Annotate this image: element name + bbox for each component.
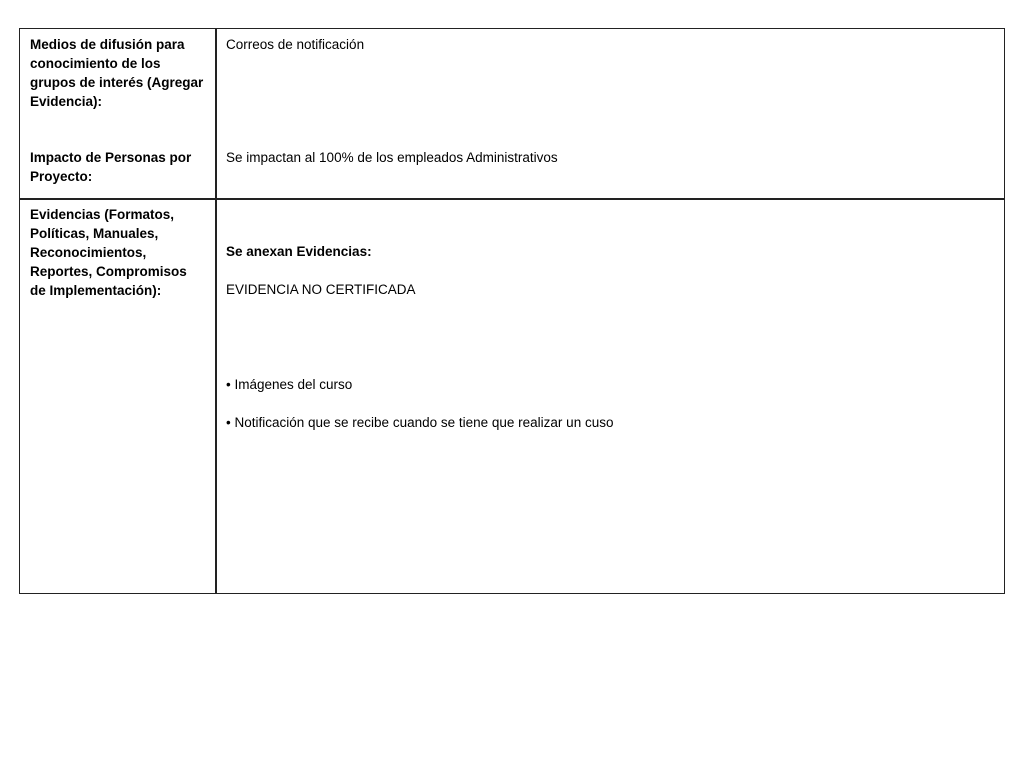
evidence-table <box>19 28 1005 594</box>
list-item: • Imágenes del curso <box>226 375 986 394</box>
evidence-content <box>226 223 986 470</box>
row-divider <box>20 198 1004 200</box>
value-impacto-personas: Se impactan al 100% de los empleados Administrativos <box>226 150 558 165</box>
label-medios-difusion: Medios de difusión para conocimiento de los grupos de interés (Agregar Evidencia): <box>30 37 204 109</box>
evidence-list <box>226 356 986 451</box>
label-evidencias: Evidencias (Formatos, Políticas, Manuales, Reconocimientos, Reportes, Compromisos de Implementación): <box>30 207 187 298</box>
list-item: • Notificación que se recibe cuando se tiene que realizar un cuso <box>226 413 986 432</box>
column-divider <box>215 29 217 593</box>
label-impacto-personas: Impacto de Personas por Proyecto: <box>30 150 192 184</box>
evidence-subheading: EVIDENCIA NO CERTIFICADA <box>226 282 416 297</box>
value-medios-difusion: Correos de notificación <box>226 37 365 52</box>
evidence-heading: Se anexan Evidencias: <box>226 244 372 259</box>
